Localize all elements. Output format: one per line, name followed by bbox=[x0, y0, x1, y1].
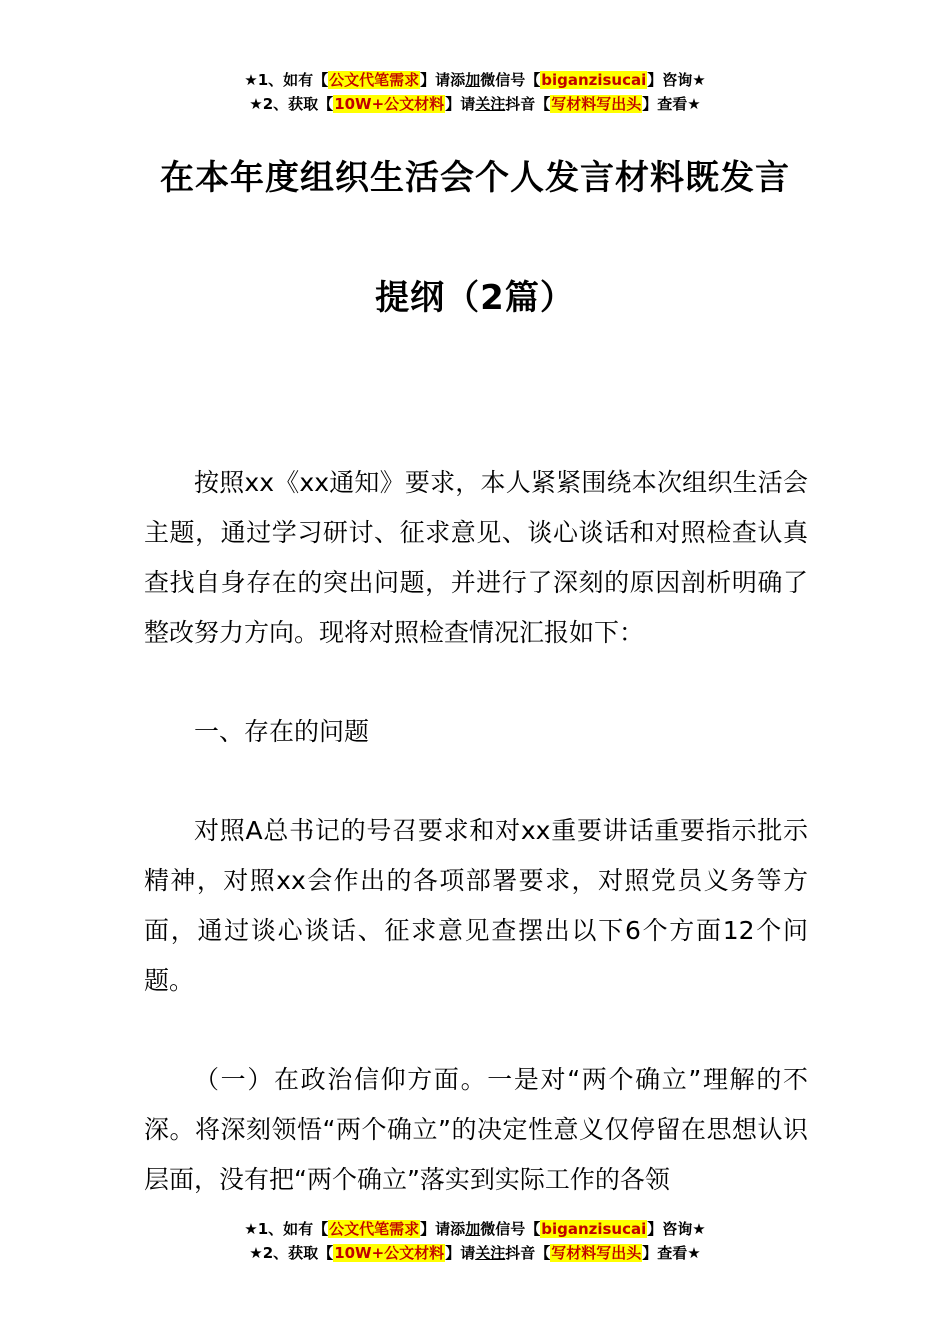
highlight-ghostwriting: 公文代笔需求 bbox=[329, 71, 420, 89]
highlight-wechat-id: biganzisucai bbox=[541, 1220, 647, 1238]
footer-banner bbox=[0, 1217, 950, 1265]
banner-text: 关注 bbox=[475, 95, 506, 113]
body-paragraph: 对照A总书记的号召要求和对xx重要讲话重要指示批示精神，对照xx会作出的各项部署要求，对照党员义务等方面，通过谈心谈话、征求意见查摆出以下6个方面12个问题。 bbox=[144, 816, 808, 995]
banner-text: 加 bbox=[465, 71, 481, 89]
banner-text: 】请添 bbox=[420, 71, 466, 89]
document-title-line-2: 提纲（2篇） bbox=[375, 278, 575, 318]
banner-text: 】咨询★ bbox=[647, 71, 706, 89]
banner-text: 】请 bbox=[445, 1244, 476, 1262]
banner-line-2 bbox=[0, 92, 950, 116]
highlight-wechat-id: biganzisucai bbox=[541, 71, 647, 89]
highlight-douyin-id: 写材料写出头 bbox=[551, 1244, 642, 1262]
highlight-materials: 10W+公文材料 bbox=[334, 95, 445, 113]
section-heading: 一、存在的问题 bbox=[194, 717, 370, 746]
banner-line-1 bbox=[0, 1217, 950, 1241]
banner-text: 】查看★ bbox=[642, 95, 701, 113]
intro-paragraph: 按照xx《xx通知》要求，本人紧紧围绕本次组织生活会主题，通过学习研讨、征求意见、谈心谈话和对照检查认真查找自身存在的突出问题，并进行了深刻的原因剖析明确了整改努力方向。现将对照检查情况汇报如下： bbox=[144, 468, 808, 647]
banner-text: 关注 bbox=[475, 1244, 506, 1262]
banner-text: 抖音【 bbox=[505, 95, 551, 113]
banner-text: 】请添 bbox=[420, 1220, 466, 1238]
banner-text: ★2、获取【 bbox=[249, 95, 334, 113]
banner-text: ★1、如有【 bbox=[244, 1220, 329, 1238]
document-title: 在本年度组织生活会个人发言材料既发言 bbox=[160, 158, 790, 198]
banner-text: ★2、获取【 bbox=[249, 1244, 334, 1262]
body-paragraph: （一）在政治信仰方面。一是对“两个确立”理解的不深。将深刻领悟“两个确立”的决定性意义仅停留在思想认识层面，没有把“两个确立”落实到实际工作的各领 bbox=[144, 1065, 808, 1194]
highlight-materials: 10W+公文材料 bbox=[334, 1244, 445, 1262]
highlight-ghostwriting: 公文代笔需求 bbox=[329, 1220, 420, 1238]
banner-line-2 bbox=[0, 1241, 950, 1265]
banner-text: 微信号【 bbox=[480, 1220, 541, 1238]
banner-text: 】查看★ bbox=[642, 1244, 701, 1262]
highlight-douyin-id: 写材料写出头 bbox=[551, 95, 642, 113]
banner-text: 微信号【 bbox=[480, 71, 541, 89]
banner-line-1 bbox=[0, 68, 950, 92]
banner-text: ★1、如有【 bbox=[244, 71, 329, 89]
header-banner bbox=[0, 68, 950, 116]
banner-text: 抖音【 bbox=[505, 1244, 551, 1262]
banner-text: 加 bbox=[465, 1220, 481, 1238]
banner-text: 】咨询★ bbox=[647, 1220, 706, 1238]
banner-text: 】请 bbox=[445, 95, 476, 113]
